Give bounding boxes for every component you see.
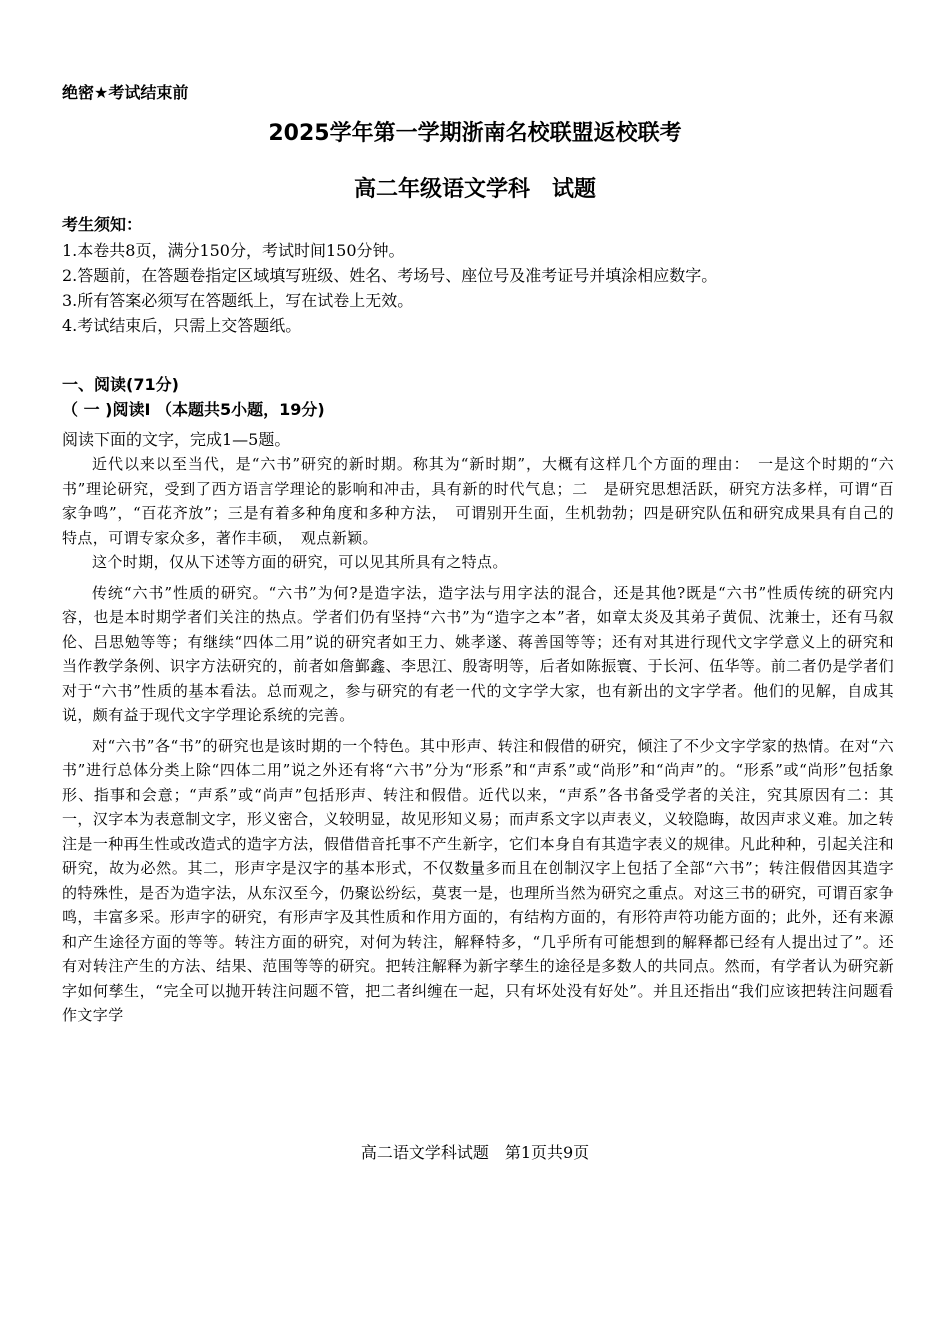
section-subheading: （ 一 )阅读Ⅰ （本题共5小题，19分) xyxy=(62,400,325,419)
section-heading: 一、阅读(71分) xyxy=(62,375,179,394)
passage-paragraph: 近代以来以至当代，是“六书”研究的新时期。称其为“新时期”，大概有这样几个方面的理由： 一是这个时期的“六书”理论研究，受到了西方语言学理论的影响和冲击，具有新的时代气息；二 是研究思想活跃，研究方法多样，可谓“百家争鸣”，“百花齐放”；三是有着多种角度和多种方法， 可谓别开生面，生机勃勃；四是研究队伍和研究成果具有自己的特点，可谓专家众多，著作丰硕， 观点新颖。 xyxy=(62,455,894,547)
reading-passage xyxy=(62,452,894,1033)
confidential-mark: 绝密★考试结束前 xyxy=(62,83,189,102)
notice-item: 3.所有答案必须写在答题纸上，写在试卷上无效。 xyxy=(62,291,414,310)
notice-list xyxy=(62,238,892,338)
notice-item: 1.本卷共8页，满分150分，考试时间150分钟。 xyxy=(62,241,405,260)
passage-paragraph: 对“六书”各“书”的研究也是该时期的一个特色。其中形声、转注和假借的研究，倾注了不少文字学家的热情。在对“六书”进行总体分类上除“四体二用”说之外还有将“六书”分为“形系”和“声系”或“尚形”和“尚声”的。“形系”或“尚形”包括象形、指事和会意；“声系”或“尚声”包括形声、转注和假借。近代以来，“声系”各书备受学者的关注，究其原因有二：其一，汉字本为表意制文字，形义密合，义较明显，故见形知义易；而声系文字以声表义，义较隐晦，故因声求义难。加之转注是一种再生性或改造式的造字方法，假借借音托事不产生新字，它们本身自有其造字表义的规律。凡此种种，引起关注和研究，故为必然。其二，形声字是汉字的基本形式，不仅数量多而且在创制汉字上包括了全部“六书”；转注假借因其造字的特殊性，是否为造字法，从东汉至今，仍聚讼纷纭，莫衷一是，也理所当然为研究之重点。对这三书的研究，可谓百家争鸣，丰富多采。形声字的研究，有形声字及其性质和作用方面的，有结构方面的，有形符声符功能方面的；此外，还有来源和产生途径方面的等等。转注方面的研究，对何为转注，解释特多，“几乎所有可能想到的解释都已经有人提出过了”。还有对转注产生的方法、结果、范围等等的研究。把转注解释为新字孳生的途径是多数人的共同点。然而，有学者认为研究新字如何孳生，“完全可以抛开转注问题不管，把二者纠缠在一起，只有坏处没有好处”。并且还指出“我们应该把转注问题看作文字学 xyxy=(62,736,894,1024)
notice-item: 2.答题前，在答题卷指定区域填写班级、姓名、考场号、座位号及准考证号并填涂相应数字。 xyxy=(62,266,718,285)
notice-heading: 考生须知： xyxy=(62,215,143,234)
passage-paragraph: 传统“六书”性质的研究。“六书”为何?是造字法，造字法与用字法的混合，还是其他?既是“六书”性质传统的研究内容，也是本时期学者们关注的热点。学者们仍有坚持“六书”为“造字之本”者，如章太炎及其弟子黄侃、沈兼士，还有马叙伦、吕思勉等等；有继续“四体二用”说的研究者如王力、姚孝遂、蒋善国等等；还有对其进行现代文字学意义上的研究和当作教学条例、识字方法研究的，前者如詹鄞鑫、李思江、殷寄明等，后者如陈振寰、于长河、伍华等。前二者仍是学者们对于“六书”性质的基本看法。总而观之，参与研究的有老一代的文字学大家，也有新出的文字学者。他们的见解，自成其说，颇有益于现代文字学理论系统的完善。 xyxy=(62,583,894,724)
passage-paragraph: 这个时期，仅从下述等方面的研究，可以见其所具有之特点。 xyxy=(92,553,508,571)
exam-subtitle: 高二年级语文学科 试题 xyxy=(353,177,596,202)
exam-title: 2025学年第一学期浙南名校联盟返校联考 xyxy=(268,121,682,146)
notice-item: 4.考试结束后，只需上交答题纸。 xyxy=(62,316,302,335)
page-footer: 高二语文学科试题 第1页共9页 xyxy=(360,1143,590,1162)
section-instruction: 阅读下面的文字，完成1—5题。 xyxy=(62,430,291,449)
